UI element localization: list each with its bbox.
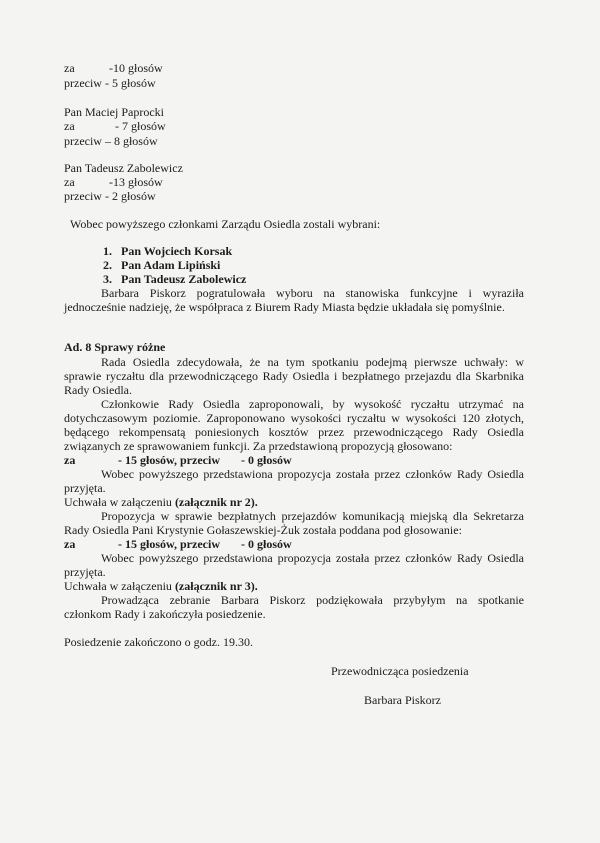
attachment-note	[64, 495, 258, 509]
signature-title: Przewodnicząca posiedzenia	[331, 664, 469, 678]
candidate-name: Pan Maciej Paprocki	[64, 105, 164, 119]
elected-intro: Wobec powyższego członkami Zarządu Osiedla zostali wybrani:	[70, 217, 381, 231]
vote-za-value: -10 głosów	[109, 61, 163, 75]
section-heading: Ad. 8 Sprawy różne	[64, 340, 166, 354]
attachment-prefix: Uchwała w załączeniu	[64, 579, 175, 593]
elected-num: 1.	[103, 244, 112, 258]
paragraph-line: sprawie ryczałtu dla przewodniczącego Rady Osiedla i bezpłatnego przejazdu dla Skarbnika	[64, 369, 524, 383]
vote-przeciw: przeciw – 8 głosów	[64, 134, 158, 148]
paragraph-line: Prowadząca zebranie Barbara Piskorz podziękowała przybyłym na spotkanie	[101, 593, 524, 607]
vote-against: - 0 głosów	[241, 453, 292, 467]
vote-result: - 15 głosów, przeciw	[118, 453, 220, 467]
vote-za-label: za	[64, 537, 76, 551]
paragraph-line: Członkowie Rady Osiedla zaproponowali, by wysokość ryczałtu utrzymać na	[101, 397, 524, 411]
congrats-line: Barbara Piskorz pogratulowała wyboru na stanowiska funkcyjne i wyraziła	[101, 286, 524, 300]
vote-przeciw: przeciw - 5 głosów	[64, 76, 156, 90]
vote-za-label: za	[64, 119, 75, 133]
paragraph-line: dotychczasowym poziomie. Zaproponowano wysokości ryczałtu w wysokości 120 złotych,	[64, 411, 524, 425]
closing-time: Posiedzenie zakończono o godz. 19.30.	[64, 635, 253, 649]
attachment-ref: (załącznik nr 3).	[174, 579, 258, 593]
vote-za-label: za	[64, 453, 76, 467]
paragraph-line: Rady Osiedla Pani Krystynie Gołaszewskiej-Żuk została poddana pod głosowanie:	[64, 523, 462, 537]
paragraph-line: Wobec powyższego przedstawiona propozycja została przez członków Rady Osiedla	[101, 467, 524, 481]
elected-num: 2.	[103, 258, 112, 272]
vote-against: - 0 głosów	[241, 537, 292, 551]
vote-za-value: - 7 głosów	[115, 119, 166, 133]
paragraph-line: Wobec powyższego przedstawiona propozycja została przez członków Rady Osiedla	[101, 551, 524, 565]
vote-za-value: -13 głosów	[109, 175, 163, 189]
candidate-name: Pan Tadeusz Zabolewicz	[64, 161, 183, 175]
elected-name: Pan Adam Lipiński	[121, 258, 221, 272]
paragraph-line: Propozycja w sprawie bezpłatnych przejazdów komunikacją miejską dla Sekretarza	[101, 509, 524, 523]
paragraph-line: związanych ze sprawowaniem funkcji. Za przedstawioną propozycją głosowano:	[64, 439, 453, 453]
elected-num: 3.	[103, 272, 112, 286]
paragraph-line: przyjęta.	[64, 565, 106, 579]
paragraph-line: członkom Rady i zakończyła posiedzenie.	[64, 607, 266, 621]
vote-za-label: za	[64, 61, 75, 75]
paragraph-line: Rada Osiedla zdecydowała, że na tym spotkaniu podejmą pierwsze uchwały: w	[101, 355, 524, 369]
attachment-ref: (załącznik nr 2).	[174, 495, 258, 509]
attachment-note	[64, 579, 258, 593]
vote-za-label: za	[64, 175, 75, 189]
vote-result: - 15 głosów, przeciw	[118, 537, 220, 551]
attachment-prefix: Uchwała w załączeniu	[64, 495, 175, 509]
vote-przeciw: przeciw - 2 głosów	[64, 189, 156, 203]
elected-name: Pan Wojciech Korsak	[121, 244, 233, 258]
elected-name: Pan Tadeusz Zabolewicz	[121, 272, 247, 286]
signature-name: Barbara Piskorz	[364, 693, 441, 707]
paragraph-line: przyjęta.	[64, 481, 106, 495]
paragraph-line: Rady Osiedla.	[64, 383, 132, 397]
paragraph-line: będącego rekompensatą poniesionych kosztów przez przewodniczącego Rady Osiedla	[64, 425, 524, 439]
congrats-line: jednocześnie nadzieję, że współpraca z Biurem Rady Miasta będzie układała się pomyślnie.	[64, 300, 505, 314]
